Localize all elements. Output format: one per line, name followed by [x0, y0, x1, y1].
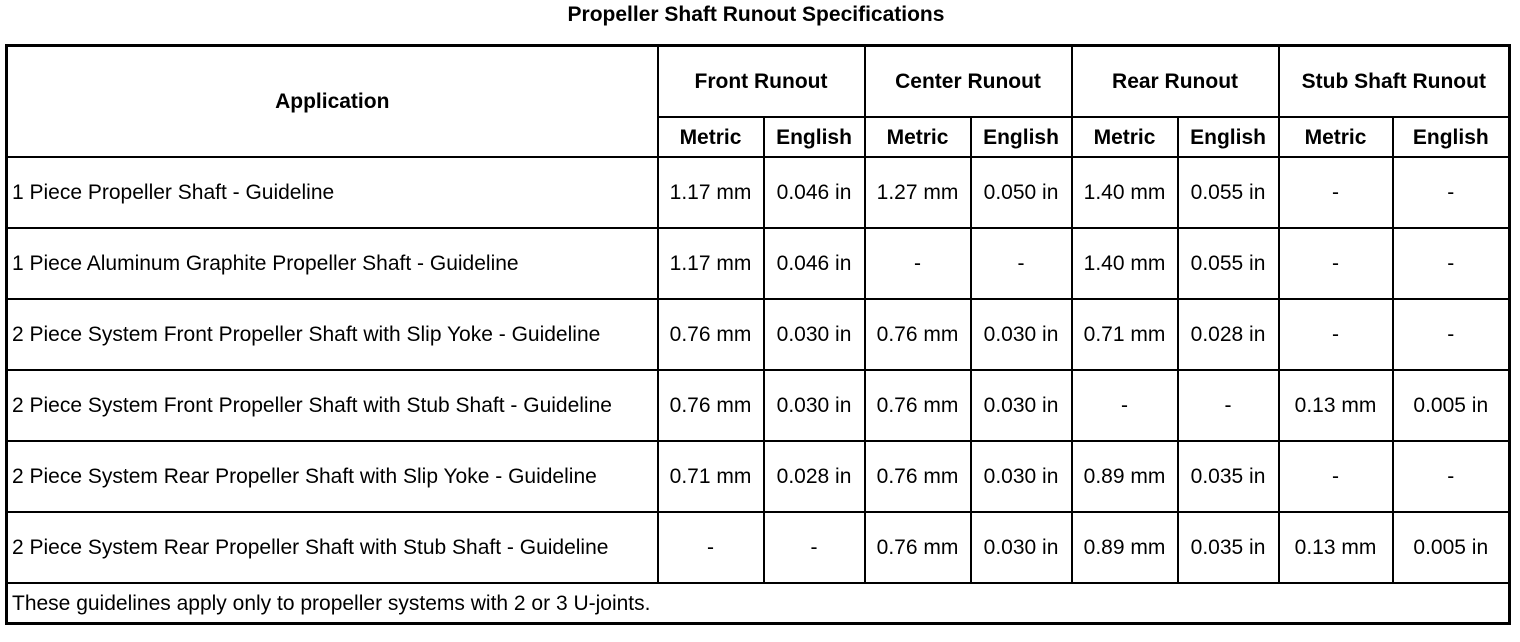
page-title: Propeller Shaft Runout Specifications [567, 3, 945, 26]
stub-metric-cell: - [1279, 228, 1393, 299]
stub-english-cell: - [1393, 157, 1510, 228]
center-english-cell: 0.030 in [971, 370, 1072, 441]
front-english-cell: 0.030 in [764, 299, 865, 370]
center-english-cell: 0.050 in [971, 157, 1072, 228]
table-row [7, 228, 1510, 299]
header-stub-shaft-runout: Stub Shaft Runout [1279, 46, 1510, 118]
application-cell: 1 Piece Propeller Shaft - Guideline [7, 157, 658, 228]
center-metric-cell: 0.76 mm [865, 441, 971, 512]
application-cell: 1 Piece Aluminum Graphite Propeller Shaft - Guideline [7, 228, 658, 299]
note-row [7, 583, 1510, 624]
header-rear-metric: Metric [1072, 117, 1178, 157]
application-cell: 2 Piece System Rear Propeller Shaft with Slip Yoke - Guideline [7, 441, 658, 512]
header-center-metric: Metric [865, 117, 971, 157]
center-english-cell: - [971, 228, 1072, 299]
front-english-cell: - [764, 512, 865, 583]
stub-metric-cell: 0.13 mm [1279, 370, 1393, 441]
center-english-cell: 0.030 in [971, 299, 1072, 370]
application-cell: 2 Piece System Front Propeller Shaft with Stub Shaft - Guideline [7, 370, 658, 441]
header-application: Application [7, 46, 658, 158]
front-english-cell: 0.046 in [764, 157, 865, 228]
center-english-cell: 0.030 in [971, 512, 1072, 583]
stub-metric-cell: - [1279, 157, 1393, 228]
stub-metric-cell: - [1279, 441, 1393, 512]
front-metric-cell: 0.71 mm [658, 441, 764, 512]
header-stub-metric: Metric [1279, 117, 1393, 157]
table-row [7, 512, 1510, 583]
rear-english-cell: 0.055 in [1178, 228, 1279, 299]
rear-english-cell: 0.055 in [1178, 157, 1279, 228]
stub-english-cell: - [1393, 299, 1510, 370]
front-metric-cell: - [658, 512, 764, 583]
stub-metric-cell: 0.13 mm [1279, 512, 1393, 583]
rear-english-cell: - [1178, 370, 1279, 441]
header-row-groups [7, 46, 1510, 118]
rear-metric-cell: 0.71 mm [1072, 299, 1178, 370]
stub-metric-cell: - [1279, 299, 1393, 370]
rear-metric-cell: 0.89 mm [1072, 512, 1178, 583]
rear-metric-cell: 1.40 mm [1072, 228, 1178, 299]
header-rear-runout: Rear Runout [1072, 46, 1279, 118]
rear-english-cell: 0.035 in [1178, 441, 1279, 512]
application-cell: 2 Piece System Rear Propeller Shaft with Stub Shaft - Guideline [7, 512, 658, 583]
header-front-metric: Metric [658, 117, 764, 157]
header-front-runout: Front Runout [658, 46, 865, 118]
table-row [7, 441, 1510, 512]
rear-english-cell: 0.035 in [1178, 512, 1279, 583]
rear-metric-cell: 1.40 mm [1072, 157, 1178, 228]
header-center-runout: Center Runout [865, 46, 1072, 118]
stub-english-cell: 0.005 in [1393, 512, 1510, 583]
front-english-cell: 0.046 in [764, 228, 865, 299]
rear-metric-cell: 0.89 mm [1072, 441, 1178, 512]
table-row [7, 157, 1510, 228]
stub-english-cell: - [1393, 228, 1510, 299]
header-front-english: English [764, 117, 865, 157]
center-metric-cell: 0.76 mm [865, 299, 971, 370]
front-metric-cell: 0.76 mm [658, 370, 764, 441]
center-metric-cell: - [865, 228, 971, 299]
runout-spec-table [5, 44, 1511, 625]
center-english-cell: 0.030 in [971, 441, 1072, 512]
stub-english-cell: - [1393, 441, 1510, 512]
header-rear-english: English [1178, 117, 1279, 157]
front-english-cell: 0.030 in [764, 370, 865, 441]
rear-english-cell: 0.028 in [1178, 299, 1279, 370]
stub-english-cell: 0.005 in [1393, 370, 1510, 441]
center-metric-cell: 0.76 mm [865, 512, 971, 583]
front-metric-cell: 1.17 mm [658, 157, 764, 228]
front-english-cell: 0.028 in [764, 441, 865, 512]
rear-metric-cell: - [1072, 370, 1178, 441]
table-row [7, 370, 1510, 441]
header-stub-english: English [1393, 117, 1510, 157]
front-metric-cell: 0.76 mm [658, 299, 764, 370]
application-cell: 2 Piece System Front Propeller Shaft with Slip Yoke - Guideline [7, 299, 658, 370]
table-row [7, 299, 1510, 370]
center-metric-cell: 0.76 mm [865, 370, 971, 441]
footnote: These guidelines apply only to propeller systems with 2 or 3 U-joints. [7, 583, 1510, 624]
center-metric-cell: 1.27 mm [865, 157, 971, 228]
front-metric-cell: 1.17 mm [658, 228, 764, 299]
header-center-english: English [971, 117, 1072, 157]
